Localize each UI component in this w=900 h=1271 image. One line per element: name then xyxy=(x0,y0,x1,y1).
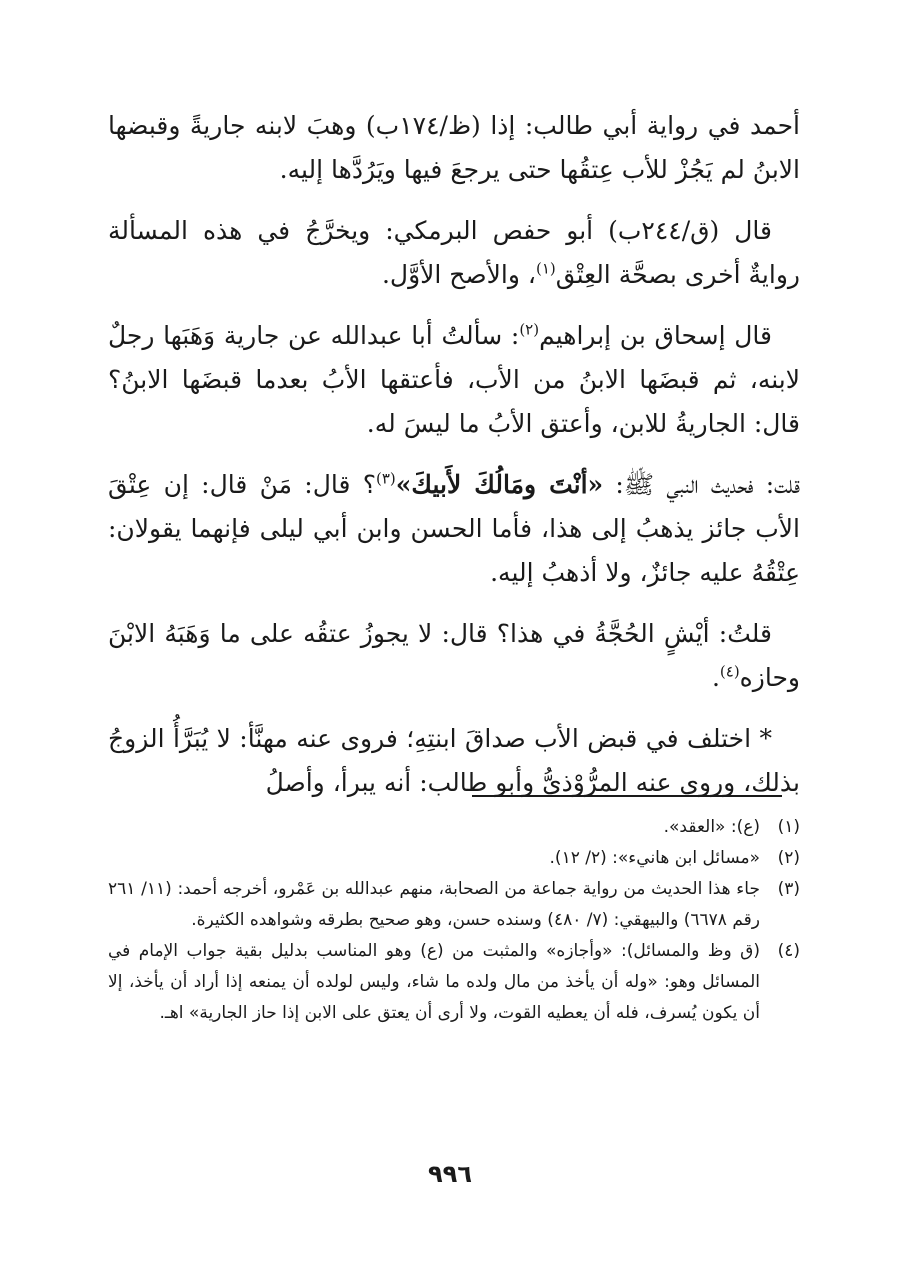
paragraph-1 xyxy=(108,104,800,192)
paragraph-5-text-b: . xyxy=(711,663,720,692)
footnote-3 xyxy=(108,874,800,936)
paragraph-4-text-b: ؟ قال: مَنْ قال: إن عِتْقَ الأب جائز يذهبُ إلى هذا، فأما الحسن وابن أبي ليلى فإنهما يقولان: عِتْقُهُ عليه جائزٌ، ولا أذهبُ إليه. xyxy=(108,470,800,587)
footnote-text: (ق وظ والمسائل): «وأجازه» والمثبت من (ع) وهو المناسب بدليل بقية جواب الإمام في المسائل وهو: «وله أن يأخذ من مال ولده ما شاء، وليس لولده أن يمنعه إذا أراد أن يأخذ، إلا أن يكون يُسرف، فله أن يعطيه القوت، ولا أرى أن يعتق على الابن إذا حاز الجارية» اهـ. xyxy=(108,941,760,1023)
paragraph-5 xyxy=(108,612,800,700)
footnote-ref-2[interactable]: (٢) xyxy=(519,320,540,339)
page-number: ٩٩٦ xyxy=(428,1160,472,1188)
paragraph-3-text-b: : سألتُ أبا عبدالله عن جارية وَهَبَها رجلٌ لابنه، ثم قبضَها الابنُ من الأب، فأعتقها الأبُ بعدما قبضَها الابنُ؟ قال: الجاريةُ للابن، وأعتق الأبُ ما ليسَ له. xyxy=(108,321,800,438)
paragraph-3-text-a: قال إسحاق بن إبراهيم xyxy=(539,321,772,350)
footnote-2 xyxy=(108,843,800,874)
paragraph-4-text-a: قلت: فحديث النبي ﷺ: xyxy=(603,470,800,499)
paragraph-2 xyxy=(108,209,800,297)
footnote-ref-3[interactable]: (٣) xyxy=(376,469,396,488)
footnote-number: (٢) xyxy=(777,848,800,868)
footnote-text: جاء هذا الحديث من رواية جماعة من الصحابة، منهم عبدالله بن عَمْرو، أخرجه أحمد: (١١/ ٢٦١ رقم ٦٦٧٨) والبيهقي: (٧/ ٤٨٠) وسنده حسن، وهو صحيح بطرقه وشواهده الكثيرة. xyxy=(108,879,760,930)
paragraph-3 xyxy=(108,314,800,446)
footnotes-section xyxy=(108,812,800,1029)
main-text xyxy=(108,104,800,822)
footnote-text: (ع): «العقد». xyxy=(663,817,760,837)
footnote-ref-1[interactable]: (١) xyxy=(535,259,556,278)
footnote-ref-4[interactable]: (٤) xyxy=(719,662,740,681)
paragraph-6 xyxy=(108,717,800,805)
hadith-quote: «أنْتَ ومَالُكَ لأَبيكَ» xyxy=(395,470,604,499)
paragraph-2-text-b: ، والأصح الأوَّل. xyxy=(381,260,536,289)
paragraph-5-text-a: قلتُ: أيْشٍ الحُجَّةُ في هذا؟ قال: لا يجوزُ عتقُه على ما وَهَبَهُ الابْنَ وحازه xyxy=(108,619,800,692)
paragraph-2-text-a: قال (ق/٢٤٤ب) أبو حفص البرمكي: ويخرَّجُ في هذه المسألة روايةٌ أخرى بصحَّة العِتْق xyxy=(108,216,800,289)
paragraph-4 xyxy=(108,463,800,595)
paragraph-6-text: * اختلف في قبض الأب صداقَ ابنتِهِ؛ فروى عنه مهنَّأ: لا يُبَرَّأُ الزوجُ بذلك، وروى عنه المرُّوْذيُّ وأبو طالب: أنه يبرأ، وأصلُ xyxy=(108,724,800,797)
footnote-number: (١) xyxy=(777,817,800,837)
footnote-text: «مسائل ابن هانيء»: (٢/ ١٢). xyxy=(549,848,760,868)
footnote-1 xyxy=(108,812,800,843)
footnote-4 xyxy=(108,936,800,1029)
footnote-number: (٤) xyxy=(777,941,800,961)
footnote-number: (٣) xyxy=(777,879,800,899)
paragraph-1-text: أحمد في رواية أبي طالب: إذا (ظ/١٧٤ب) وهبَ لابنه جاريةً وقبضها الابنُ لم يَجُزْ للأب عِتقُها حتى يرجعَ فيها ويَرُدَّها إليه. xyxy=(108,111,800,184)
footnote-divider xyxy=(472,795,782,797)
